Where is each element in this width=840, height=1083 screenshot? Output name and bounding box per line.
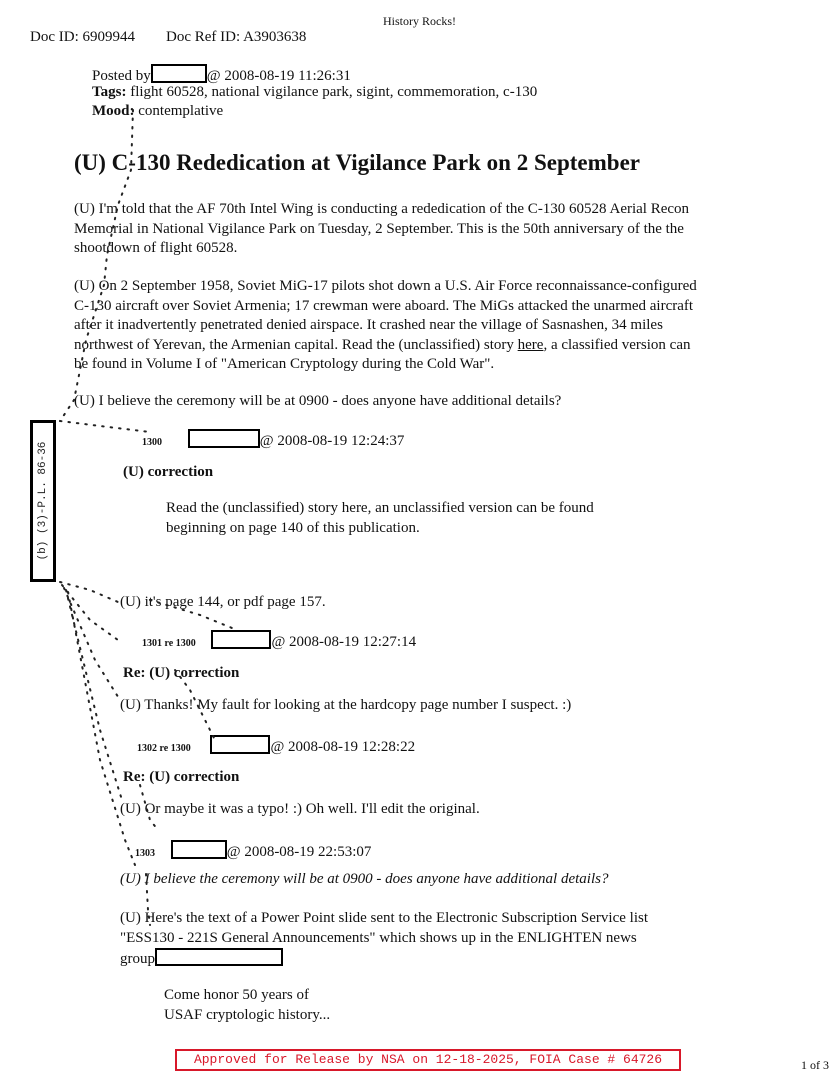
para2-line3: after it inadvertently penetrated denied airspace. It crashed near the village of Sasnashen, 34 miles — [74, 317, 663, 333]
leader-line — [64, 588, 120, 700]
leader-line — [150, 600, 232, 628]
leader-line — [60, 110, 133, 421]
comment-1303-quote: (U) I believe the ceremony will be at 0900 - does anyone have additional details? — [120, 871, 609, 887]
slide-line2: USAF cryptologic history... — [164, 1006, 331, 1023]
post-title: (U) C-130 Rededication at Vigilance Park on 2 September — [74, 150, 640, 175]
posted-by-label: Posted by — [92, 68, 151, 84]
tags-label: Tags: — [92, 84, 127, 100]
comment-timestamp: @ 2008-08-19 12:28:22 — [270, 739, 416, 755]
mood-label: Mood: — [92, 103, 135, 119]
doc-id: Doc ID: 6909944 — [30, 29, 135, 45]
leader-line — [175, 670, 215, 740]
post-paragraph-3: (U) I believe the ceremony will be at 0900 - does anyone have additional details? — [74, 393, 562, 409]
comment-timestamp: @ 2008-08-19 22:53:07 — [226, 844, 372, 860]
comment-body-line1: Read the (unclassified) story here, an unclassified version can be found — [166, 500, 594, 516]
comment-id: 1303 — [135, 848, 155, 859]
para2-line4-tail: , a classified version can — [543, 336, 691, 353]
para2-line1: (U) On 2 September 1958, Soviet MiG-17 pilots shot down a U.S. Air Force reconnaissance-configured — [74, 278, 697, 294]
comment-1301-reply: (U) Thanks! My fault for looking at the hardcopy page number I suspect. :) — [120, 697, 572, 713]
page-number: 1 of 3 — [801, 1058, 829, 1072]
comment-body-line2: beginning on page 140 of this publication. — [166, 519, 420, 536]
comment-id: 1301 re 1300 — [142, 638, 196, 649]
para2-line5: be found in Volume I of "American Cryptology during the Cold War". — [74, 356, 495, 372]
comment-timestamp: @ 2008-08-19 12:27:14 — [271, 634, 417, 650]
leader-line — [60, 421, 150, 432]
comment-timestamp: @ 2008-08-19 12:24:37 — [259, 433, 405, 449]
approval-stamp: Approved for Release by NSA on 12-18-2025, FOIA Case # 64726 — [175, 1049, 681, 1071]
reply-group-text: group — [120, 951, 155, 967]
para1-line3: shootdown of flight 60528. — [74, 240, 238, 256]
comment-1302-subject: Re: (U) correction — [123, 769, 240, 785]
exemption-text: (b) (3)-P.L. 86-36 — [37, 441, 49, 561]
slide-line1: Come honor 50 years of — [164, 987, 309, 1003]
para1-line1: (U) I'm told that the AF 70th Intel Wing is conducting a rededication of the C-130 60528 Aerial Recon — [74, 201, 690, 217]
story-link[interactable]: here — [517, 336, 544, 353]
reply-line2: "ESS130 - 221S General Announcements" which shows up in the ENLIGHTEN news — [120, 929, 637, 946]
comment-id: 1300 — [142, 437, 162, 448]
tags-value: flight 60528, national vigilance park, sigint, commemoration, c-130 — [130, 84, 538, 100]
para1-line2: Memorial in National Vigilance Park on Tuesday, 2 September. This is the 50th anniversary of the the — [74, 220, 684, 237]
para2-line2: C-130 aircraft over Soviet Armenia; 17 crewman were aboard. The MiGs attacked the unarmed aircraft — [74, 297, 694, 314]
para2-line4-text: northwest of Yerevan, the Armenian capital. Read the (unclassified) story — [74, 336, 518, 353]
comment-1302-reply: (U) Or maybe it was a typo! :) Oh well. I'll edit the original. — [120, 801, 480, 817]
posted-timestamp: @ 2008-08-19 11:26:31 — [206, 68, 351, 84]
comment-1300-subject: (U) correction — [123, 464, 214, 480]
comment-1300-reply: (U) it's page 144, or pdf page 157. — [120, 594, 326, 610]
site-title: History Rocks! — [383, 14, 456, 28]
leader-line — [62, 585, 118, 640]
doc-ref-id: Doc Ref ID: A3903638 — [166, 29, 307, 45]
mood-value: contemplative — [138, 103, 224, 119]
comment-1301-subject: Re: (U) correction — [123, 665, 240, 681]
comment-id: 1302 re 1300 — [137, 743, 191, 754]
leader-line — [146, 874, 150, 925]
reply-line1: (U) Here's the text of a Power Point slide sent to the Electronic Subscription Service list — [120, 910, 649, 926]
leader-line — [66, 590, 122, 800]
leader-line — [68, 592, 135, 865]
leader-line — [140, 785, 158, 830]
